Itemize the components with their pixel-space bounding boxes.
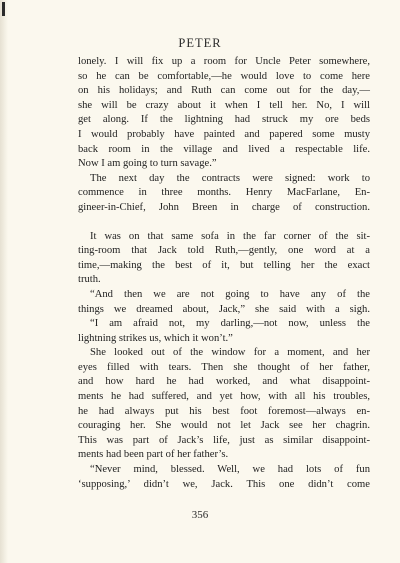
text-line: and how hard he had worked, and what disappoint- [78,376,370,388]
text-line: It was on that same sofa in the far corner of the sit- [90,230,370,242]
text-line: ments he had suffered, and yet how, with all his troubles, [78,391,370,403]
page-gutter-shadow [0,0,8,563]
text-line: She looked out of the window for a moment, and her [90,347,370,359]
running-head: PETER [178,36,222,50]
page-number: 356 [191,509,209,521]
text-line: ments had been part of her father’s. [78,449,229,461]
text-line: on his holidays; and Ruth can come out for the day,— [78,85,370,97]
text-line: things we dreamed about, Jack,” she said with a sigh. [78,303,370,315]
text-line: she will be crazy about it when I tell her. No, I will [78,99,370,111]
text-line: commence in three months. Henry MacFarlane, En- [78,187,370,199]
text-line: ting-room that Jack told Ruth,—gently, one word at a [78,245,370,257]
text-line: This was part of Jack’s life, just as similar disappoint- [78,434,370,446]
body-text [78,55,370,492]
text-line: ‘supposing,’ didn’t we, Jack. This one didn’t come [78,478,370,490]
page-edge-mark [2,2,5,16]
text-line: get along. If the lightning had struck my ore beds [78,114,370,126]
text-line: The next day the contracts were signed: work to [90,172,370,184]
text-line: time,—making the best of it, but telling her the exact [78,259,370,271]
text-line: eyes filled with tears. Then she thought of her father, [78,361,370,373]
text-line: “And then we are not going to have any of the [90,288,370,300]
text-line: Now I am going to turn savage.” [78,158,217,170]
section-break [78,216,370,230]
text-line: gineer-in-Chief, John Breen in charge of construction. [78,201,370,213]
text-line: he had always put his best foot foremost—always en- [78,405,370,417]
text-line: truth. [78,274,101,286]
text-line: I would probably have painted and papered some musty [78,128,370,140]
text-line: lonely. I will fix up a room for Uncle Peter somewhere, [78,56,370,67]
text-line: lightning strikes us, which it won’t.” [78,332,233,344]
text-line: so he can be comfortable,—he would love to come here [78,70,370,82]
text-line: “Never mind, blessed. Well, we had lots of fun [90,464,370,476]
text-line: “I am afraid not, my darling,—not now, unless the [90,318,370,330]
text-line: back room in the village and lived a respectable life. [78,143,370,155]
text-line: couraging her. She would not let Jack see her chagrin. [78,420,370,432]
